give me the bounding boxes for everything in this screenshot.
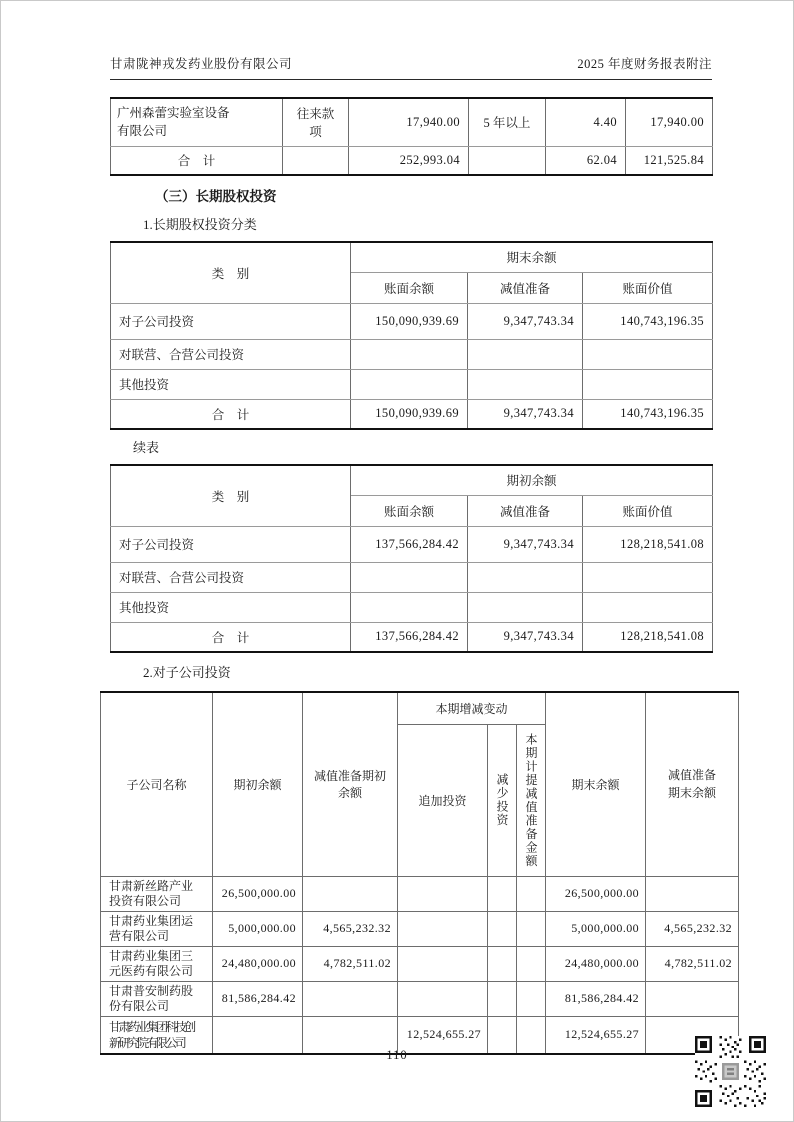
cell-reduce xyxy=(488,946,517,981)
cell-opening: 81,586,284.42 xyxy=(213,981,303,1016)
cell-imp-cur xyxy=(517,946,546,981)
table-row xyxy=(111,369,713,399)
cell-label: 对联营、合营公司投资 xyxy=(111,562,351,592)
doc-title: 2025 年度财务报表附注 xyxy=(577,57,712,71)
table-row xyxy=(111,339,713,369)
cell-nature: 往来款项 xyxy=(283,98,349,146)
cell-empty xyxy=(583,592,713,622)
table-row xyxy=(111,592,713,622)
total-row xyxy=(111,399,713,429)
cell-imp-close xyxy=(646,876,739,911)
header-category: 类 别 xyxy=(111,465,351,526)
cell-provision: 17,940.00 xyxy=(626,98,713,146)
cell-subsidiary-name: 甘肃药业集团科技创新研究院有限公司 xyxy=(101,1016,213,1054)
cell-opening: 26,500,000.00 xyxy=(213,876,303,911)
cell-add xyxy=(398,981,488,1016)
cell-imp-cur xyxy=(517,876,546,911)
cell-imp-cur xyxy=(517,911,546,946)
cell-empty xyxy=(468,369,583,399)
cell-empty xyxy=(469,146,546,175)
cell-empty xyxy=(583,339,713,369)
header-book-balance: 账面余额 xyxy=(351,495,468,526)
cell-label: 对子公司投资 xyxy=(111,526,351,562)
cell-book-value: 128,218,541.08 xyxy=(583,622,713,652)
header-row xyxy=(111,465,713,495)
cell-book-balance: 137,566,284.42 xyxy=(351,526,468,562)
header-row xyxy=(111,242,713,272)
header-reduce-investment: 减少投资 xyxy=(488,724,517,876)
header-subsidiary-name: 子公司名称 xyxy=(101,692,213,876)
cell-imp-open xyxy=(303,981,398,1016)
cell-ratio: 62.04 xyxy=(546,146,626,175)
cell-book-balance: 137,566,284.42 xyxy=(351,622,468,652)
cell-imp-close xyxy=(646,981,739,1016)
classification-closing-table xyxy=(110,241,713,430)
cell-imp-close: 4,782,511.02 xyxy=(646,946,739,981)
cell-amount: 17,940.00 xyxy=(349,98,469,146)
cell-reduce xyxy=(488,876,517,911)
cell-book-balance: 150,090,939.69 xyxy=(351,399,468,429)
table-row xyxy=(101,946,739,981)
cell-total-label: 合 计 xyxy=(111,399,351,429)
header-opening-balance: 期初余额 xyxy=(213,692,303,876)
cell-closing: 81,586,284.42 xyxy=(546,981,646,1016)
qr-code-icon xyxy=(690,1036,771,1107)
table-row xyxy=(111,98,713,146)
cell-add: 12,524,655.27 xyxy=(398,1016,488,1054)
cell-subsidiary-name: 甘肃药业集团运营有限公司 xyxy=(101,911,213,946)
cell-imp-open: 4,782,511.02 xyxy=(303,946,398,981)
cell-ratio: 4.40 xyxy=(546,98,626,146)
total-row xyxy=(111,146,713,175)
cell-reduce xyxy=(488,981,517,1016)
table-row xyxy=(111,562,713,592)
table-row xyxy=(111,303,713,339)
header-category: 类 别 xyxy=(111,242,351,303)
cell-book-value: 140,743,196.35 xyxy=(583,303,713,339)
company-name: 甘肃陇神戎发药业股份有限公司 xyxy=(110,57,293,71)
cell-company: 广州森蕾实验室设备有限公司 xyxy=(111,98,283,146)
header-closing-balance: 期末余额 xyxy=(546,692,646,876)
classification-opening-table xyxy=(110,464,713,653)
header-change-group: 本期增减变动 xyxy=(398,692,546,724)
table-row xyxy=(111,526,713,562)
header-impairment-closing: 减值准备期末余额 xyxy=(646,692,739,876)
table-row xyxy=(101,981,739,1016)
cell-imp-cur xyxy=(517,981,546,1016)
header-period: 期末余额 xyxy=(351,242,713,272)
cell-opening: 24,480,000.00 xyxy=(213,946,303,981)
header-row xyxy=(101,692,739,724)
cell-label: 其他投资 xyxy=(111,592,351,622)
cell-empty xyxy=(468,339,583,369)
cell-book-balance: 150,090,939.69 xyxy=(351,303,468,339)
header-impairment: 减值准备 xyxy=(468,272,583,303)
cell-impairment: 9,347,743.34 xyxy=(468,399,583,429)
table-row xyxy=(101,876,739,911)
cell-imp-close: 4,565,232.32 xyxy=(646,911,739,946)
cell-imp-open xyxy=(303,876,398,911)
cell-amount: 252,993.04 xyxy=(349,146,469,175)
header-impairment-current: 本期计提减值准备金额 xyxy=(517,724,546,876)
page-number: 110 xyxy=(386,1048,408,1062)
cell-aging: 5 年以上 xyxy=(469,98,546,146)
header-book-balance: 账面余额 xyxy=(351,272,468,303)
cell-imp-open: 4,565,232.32 xyxy=(303,911,398,946)
cell-empty xyxy=(583,369,713,399)
cell-reduce xyxy=(488,911,517,946)
cell-empty xyxy=(468,562,583,592)
section-title: （三）长期股权投资 xyxy=(155,189,277,204)
cell-book-value: 140,743,196.35 xyxy=(583,399,713,429)
cell-book-value: 128,218,541.08 xyxy=(583,526,713,562)
page-header xyxy=(110,0,712,72)
cell-closing: 26,500,000.00 xyxy=(546,876,646,911)
cell-total-label: 合 计 xyxy=(111,622,351,652)
cell-closing: 12,524,655.27 xyxy=(546,1016,646,1054)
cell-impairment: 9,347,743.34 xyxy=(468,622,583,652)
cell-add xyxy=(398,946,488,981)
cell-subsidiary-name: 甘肃新丝路产业投资有限公司 xyxy=(101,876,213,911)
other-receivables-table xyxy=(110,97,713,176)
cell-label: 对联营、合营公司投资 xyxy=(111,339,351,369)
cell-empty xyxy=(351,592,468,622)
cell-subsidiary-name: 甘肃药业集团三元医药有限公司 xyxy=(101,946,213,981)
cell-empty xyxy=(351,369,468,399)
header-add-investment: 追加投资 xyxy=(398,724,488,876)
header-book-value: 账面价值 xyxy=(583,495,713,526)
cell-empty xyxy=(283,146,349,175)
header-impairment-opening: 减值准备期初余额 xyxy=(303,692,398,876)
subsection-2: 2.对子公司投资 xyxy=(143,665,231,680)
continued-label: 续表 xyxy=(133,440,160,455)
cell-add xyxy=(398,911,488,946)
cell-closing: 5,000,000.00 xyxy=(546,911,646,946)
header-rule xyxy=(110,79,712,80)
subsection-1: 1.长期股权投资分类 xyxy=(143,217,257,232)
cell-provision: 121,525.84 xyxy=(626,146,713,175)
cell-total-label: 合 计 xyxy=(111,146,283,175)
cell-subsidiary-name: 甘肃普安制药股份有限公司 xyxy=(101,981,213,1016)
cell-empty xyxy=(351,339,468,369)
cell-empty xyxy=(468,592,583,622)
cell-empty xyxy=(351,562,468,592)
cell-closing: 24,480,000.00 xyxy=(546,946,646,981)
cell-impairment: 9,347,743.34 xyxy=(468,526,583,562)
cell-add xyxy=(398,876,488,911)
cell-empty xyxy=(583,562,713,592)
table-row xyxy=(101,911,739,946)
cell-impairment: 9,347,743.34 xyxy=(468,303,583,339)
header-book-value: 账面价值 xyxy=(583,272,713,303)
header-impairment: 减值准备 xyxy=(468,495,583,526)
header-period: 期初余额 xyxy=(351,465,713,495)
cell-opening: 5,000,000.00 xyxy=(213,911,303,946)
cell-label: 其他投资 xyxy=(111,369,351,399)
subsidiary-investment-table xyxy=(100,691,739,1055)
cell-label: 对子公司投资 xyxy=(111,303,351,339)
total-row xyxy=(111,622,713,652)
